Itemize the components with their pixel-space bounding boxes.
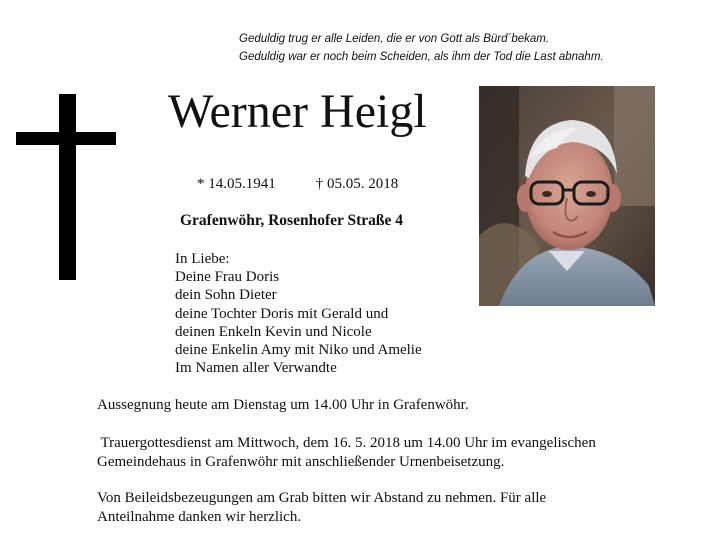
mourner-line: deine Tochter Doris mit Gerald und <box>175 305 389 322</box>
condolence-notice <box>97 489 546 526</box>
life-dates <box>197 175 398 193</box>
mourner-line: deinen Enkeln Kevin und Nicole <box>175 323 372 340</box>
service-text-line-2: Gemeindehaus in Grafenwöhr mit anschließender Urnenbeisetzung. <box>97 453 505 470</box>
mourner-line: Deine Frau Doris <box>175 269 280 286</box>
mourner-line: dein Sohn Dieter <box>175 287 277 304</box>
service-text-line-1: Trauergottesdienst am Mittwoch, dem 16. 5. 2018 um 14.00 Uhr im evangelischen <box>97 435 596 451</box>
verse-line-2: Geduldig war er noch beim Scheiden, als ihm der Tod die Last abnahm. <box>239 51 604 63</box>
birth-date: * 14.05.1941 <box>197 176 276 192</box>
condolence-text-line-1: Von Beileidsbezeugungen am Grab bitten wir Abstand zu nehmen. Für alle <box>97 490 547 506</box>
mourner-line: In Liebe: <box>175 251 230 267</box>
funeral-service-notice <box>97 434 596 471</box>
consecration-notice <box>97 396 469 415</box>
portrait-photo <box>479 86 655 306</box>
residence-address: Grafenwöhr, Rosenhofer Straße 4 <box>180 212 404 229</box>
mourner-line: Im Namen aller Verwandte <box>175 360 337 377</box>
condolence-text-line-2: Anteilnahme danken wir herzlich. <box>97 508 302 525</box>
cross-icon <box>16 94 116 280</box>
mourners-list <box>175 250 422 377</box>
memorial-verse <box>239 30 604 66</box>
deceased-name: Werner Heigl <box>168 85 427 138</box>
verse-line-1: Geduldig trug er alle Leiden, die er von Gott als Bürd´bekam. <box>239 33 550 45</box>
mourner-line: deine Enkelin Amy mit Niko und Amelie <box>175 342 422 359</box>
consecration-text: Aussegnung heute am Dienstag um 14.00 Uhr in Grafenwöhr. <box>97 397 469 413</box>
death-date: † 05.05. 2018 <box>315 176 399 192</box>
